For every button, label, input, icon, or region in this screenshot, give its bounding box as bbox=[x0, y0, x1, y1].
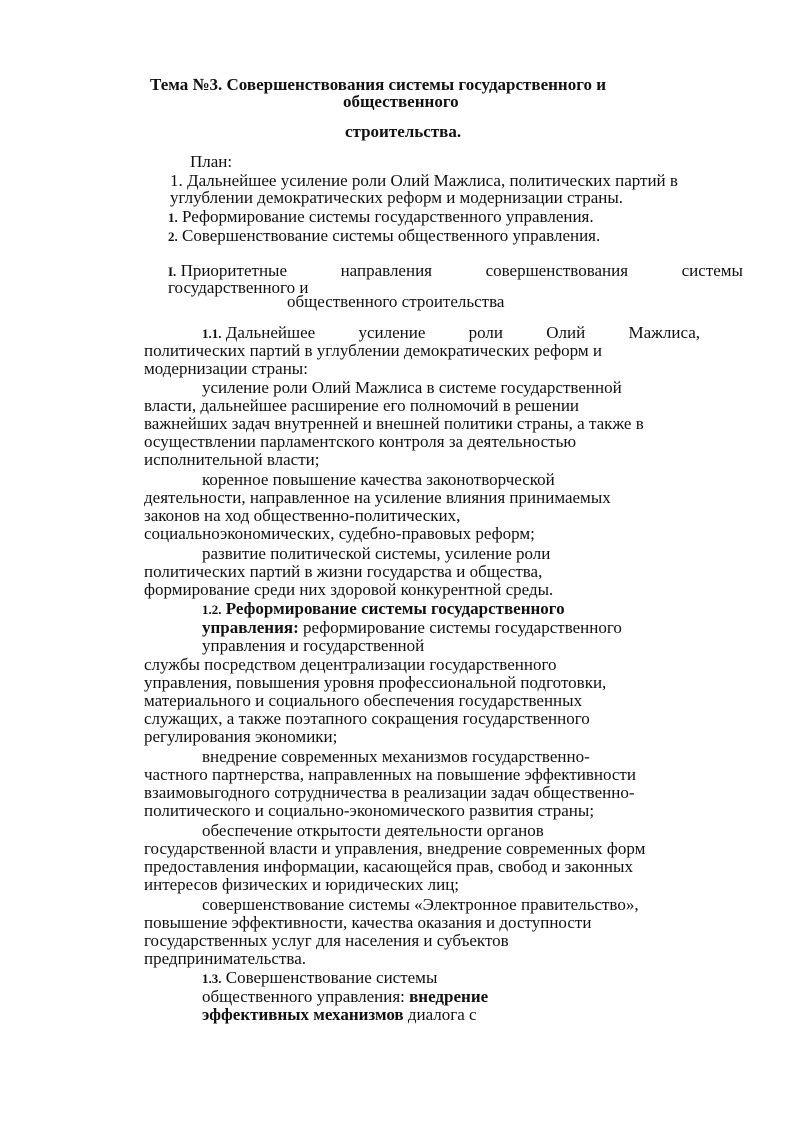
s12-heading-bold-1: Реформирование системы государственного bbox=[225, 599, 565, 618]
s12-number: 1.2. bbox=[202, 602, 222, 617]
s12-p1-line-2: управления, повышения уровня профессиональной подготовки, bbox=[144, 673, 607, 692]
s12-p2-line-2: частного партнерства, направленных на повышение эффективности bbox=[144, 765, 636, 784]
s11-word: Мажлиса, bbox=[628, 323, 700, 342]
s11-heading-line-3: модернизации страны: bbox=[144, 359, 308, 378]
s13-line-2-plain: общественного управления: bbox=[202, 987, 405, 1006]
section-1-word: системы bbox=[681, 261, 743, 280]
s12-p3-line-4: интересов физических и юридических лиц; bbox=[144, 875, 460, 894]
section-1-heading-line-2: государственного и bbox=[168, 278, 309, 297]
plan-item-3-number: 2. bbox=[168, 229, 178, 244]
plan-item-2-text: Реформирование системы государственного управления. bbox=[182, 207, 594, 226]
s11-p1-line-2: власти, дальнейшее расширение его полномочий в решении bbox=[144, 396, 580, 415]
s12-p4-line-1: совершенствование системы «Электронное правительство», bbox=[202, 895, 639, 914]
s13-line-3 bbox=[202, 1006, 477, 1024]
plan-item-2 bbox=[168, 208, 594, 227]
s11-word: усиление bbox=[358, 323, 426, 342]
s12-heading-line-2 bbox=[202, 619, 622, 637]
s11-word: Олий bbox=[546, 323, 586, 342]
title-line-3: строительства. bbox=[345, 122, 462, 141]
s12-p3-line-1: обеспечение открытости деятельности органов bbox=[202, 821, 544, 840]
s12-p4-line-4: предпринимательства. bbox=[144, 949, 306, 968]
s13-line-3-bold: эффективных механизмов bbox=[202, 1005, 404, 1024]
s11-word: роли bbox=[468, 323, 503, 342]
s11-heading-line-2: политических партий в углублении демократических реформ и bbox=[144, 341, 603, 360]
s12-p1-line-5: регулирования экономики; bbox=[144, 727, 338, 746]
s11-word: Дальнейшее bbox=[225, 323, 316, 342]
s12-p3-line-2: государственной власти и управления, внедрение современных форм bbox=[144, 839, 646, 858]
s12-p4-line-2: повышение эффективности, качества оказания и доступности bbox=[144, 913, 592, 932]
s11-p3-line-2: политических партий в жизни государства и общества, bbox=[144, 562, 543, 581]
s13-number: 1.3. bbox=[202, 971, 222, 986]
plan-item-3 bbox=[168, 227, 600, 246]
title-line-2: общественного bbox=[343, 92, 459, 111]
s12-p1-line-4: служащих, а также поэтапного сокращения государственного bbox=[144, 709, 590, 728]
section-1-word: Приоритетные bbox=[180, 261, 288, 280]
s13-line-1 bbox=[202, 969, 437, 988]
s11-number: 1.1. bbox=[202, 326, 222, 341]
s12-p2-line-4: политического и социально-экономического развития страны; bbox=[144, 801, 595, 820]
s12-p4-line-3: государственных услуг для населения и субъектов bbox=[144, 931, 509, 950]
s11-p1-line-4: осуществлении парламентского контроля за деятельностью bbox=[144, 432, 577, 451]
s11-p1-line-1: усиление роли Олий Мажлиса в системе государственной bbox=[202, 378, 622, 397]
plan-item-1-line-2: углублении демократических реформ и модернизации страны. bbox=[170, 188, 624, 207]
s11-p3-line-1: развитие политической системы, усиление роли bbox=[202, 544, 551, 563]
s11-p2-line-3: законов на ход общественно-политических, bbox=[144, 506, 461, 525]
plan-item-3-text: Совершенствование системы общественного управления. bbox=[182, 226, 601, 245]
section-1-heading-line-3: общественного строительства bbox=[287, 292, 505, 311]
plan-item-1-line-1: 1. Дальнейшее усиление роли Олий Мажлиса, политических партий в bbox=[170, 171, 678, 190]
s12-p1-line-1: службы посредством децентрализации государственного bbox=[144, 655, 557, 674]
s12-heading-bold-2: управления: bbox=[202, 618, 299, 637]
plan-heading: План: bbox=[190, 152, 233, 171]
s12-p3-line-3: предоставления информации, касающейся прав, свобод и законных bbox=[144, 857, 633, 876]
s13-line-2-bold: внедрение bbox=[409, 987, 489, 1006]
s12-heading-line-3: управления и государственной bbox=[202, 636, 425, 655]
section-1-number: I. bbox=[168, 264, 177, 279]
s13-line-2 bbox=[202, 988, 488, 1006]
s11-p2-line-4: социальноэкономических, судебно-правовых реформ; bbox=[144, 524, 535, 543]
s12-heading-rest: реформирование системы государственного bbox=[303, 618, 622, 637]
s12-heading-line-1 bbox=[202, 600, 565, 619]
section-1-word: направления bbox=[340, 261, 432, 280]
s13-line-3-plain: диалога с bbox=[407, 1005, 477, 1024]
s12-p2-line-1: внедрение современных механизмов государственно- bbox=[202, 747, 590, 766]
title-line-1: Тема №3. Совершенствования системы государственного и bbox=[150, 75, 607, 94]
s11-p2-line-2: деятельности, направленное на усиление влияния принимаемых bbox=[144, 488, 611, 507]
plan-item-2-number: 1. bbox=[168, 210, 178, 225]
s11-p2-line-1: коренное повышение качества законотворческой bbox=[202, 470, 555, 489]
s13-line-1-text: Совершенствование системы bbox=[225, 968, 438, 987]
section-1-word: совершенствования bbox=[485, 261, 629, 280]
s11-p1-line-5: исполнительной власти; bbox=[144, 450, 320, 469]
s12-p2-line-3: взаимовыгодного сотрудничества в реализации задач общественно- bbox=[144, 783, 635, 802]
s11-p1-line-3: важнейших задач внутренней и внешней политики страны, а также в bbox=[144, 414, 644, 433]
s11-p3-line-3: формирование среди них здоровой конкурентной среды. bbox=[144, 580, 554, 599]
s12-p1-line-3: материального и социального обеспечения государственных bbox=[144, 691, 583, 710]
